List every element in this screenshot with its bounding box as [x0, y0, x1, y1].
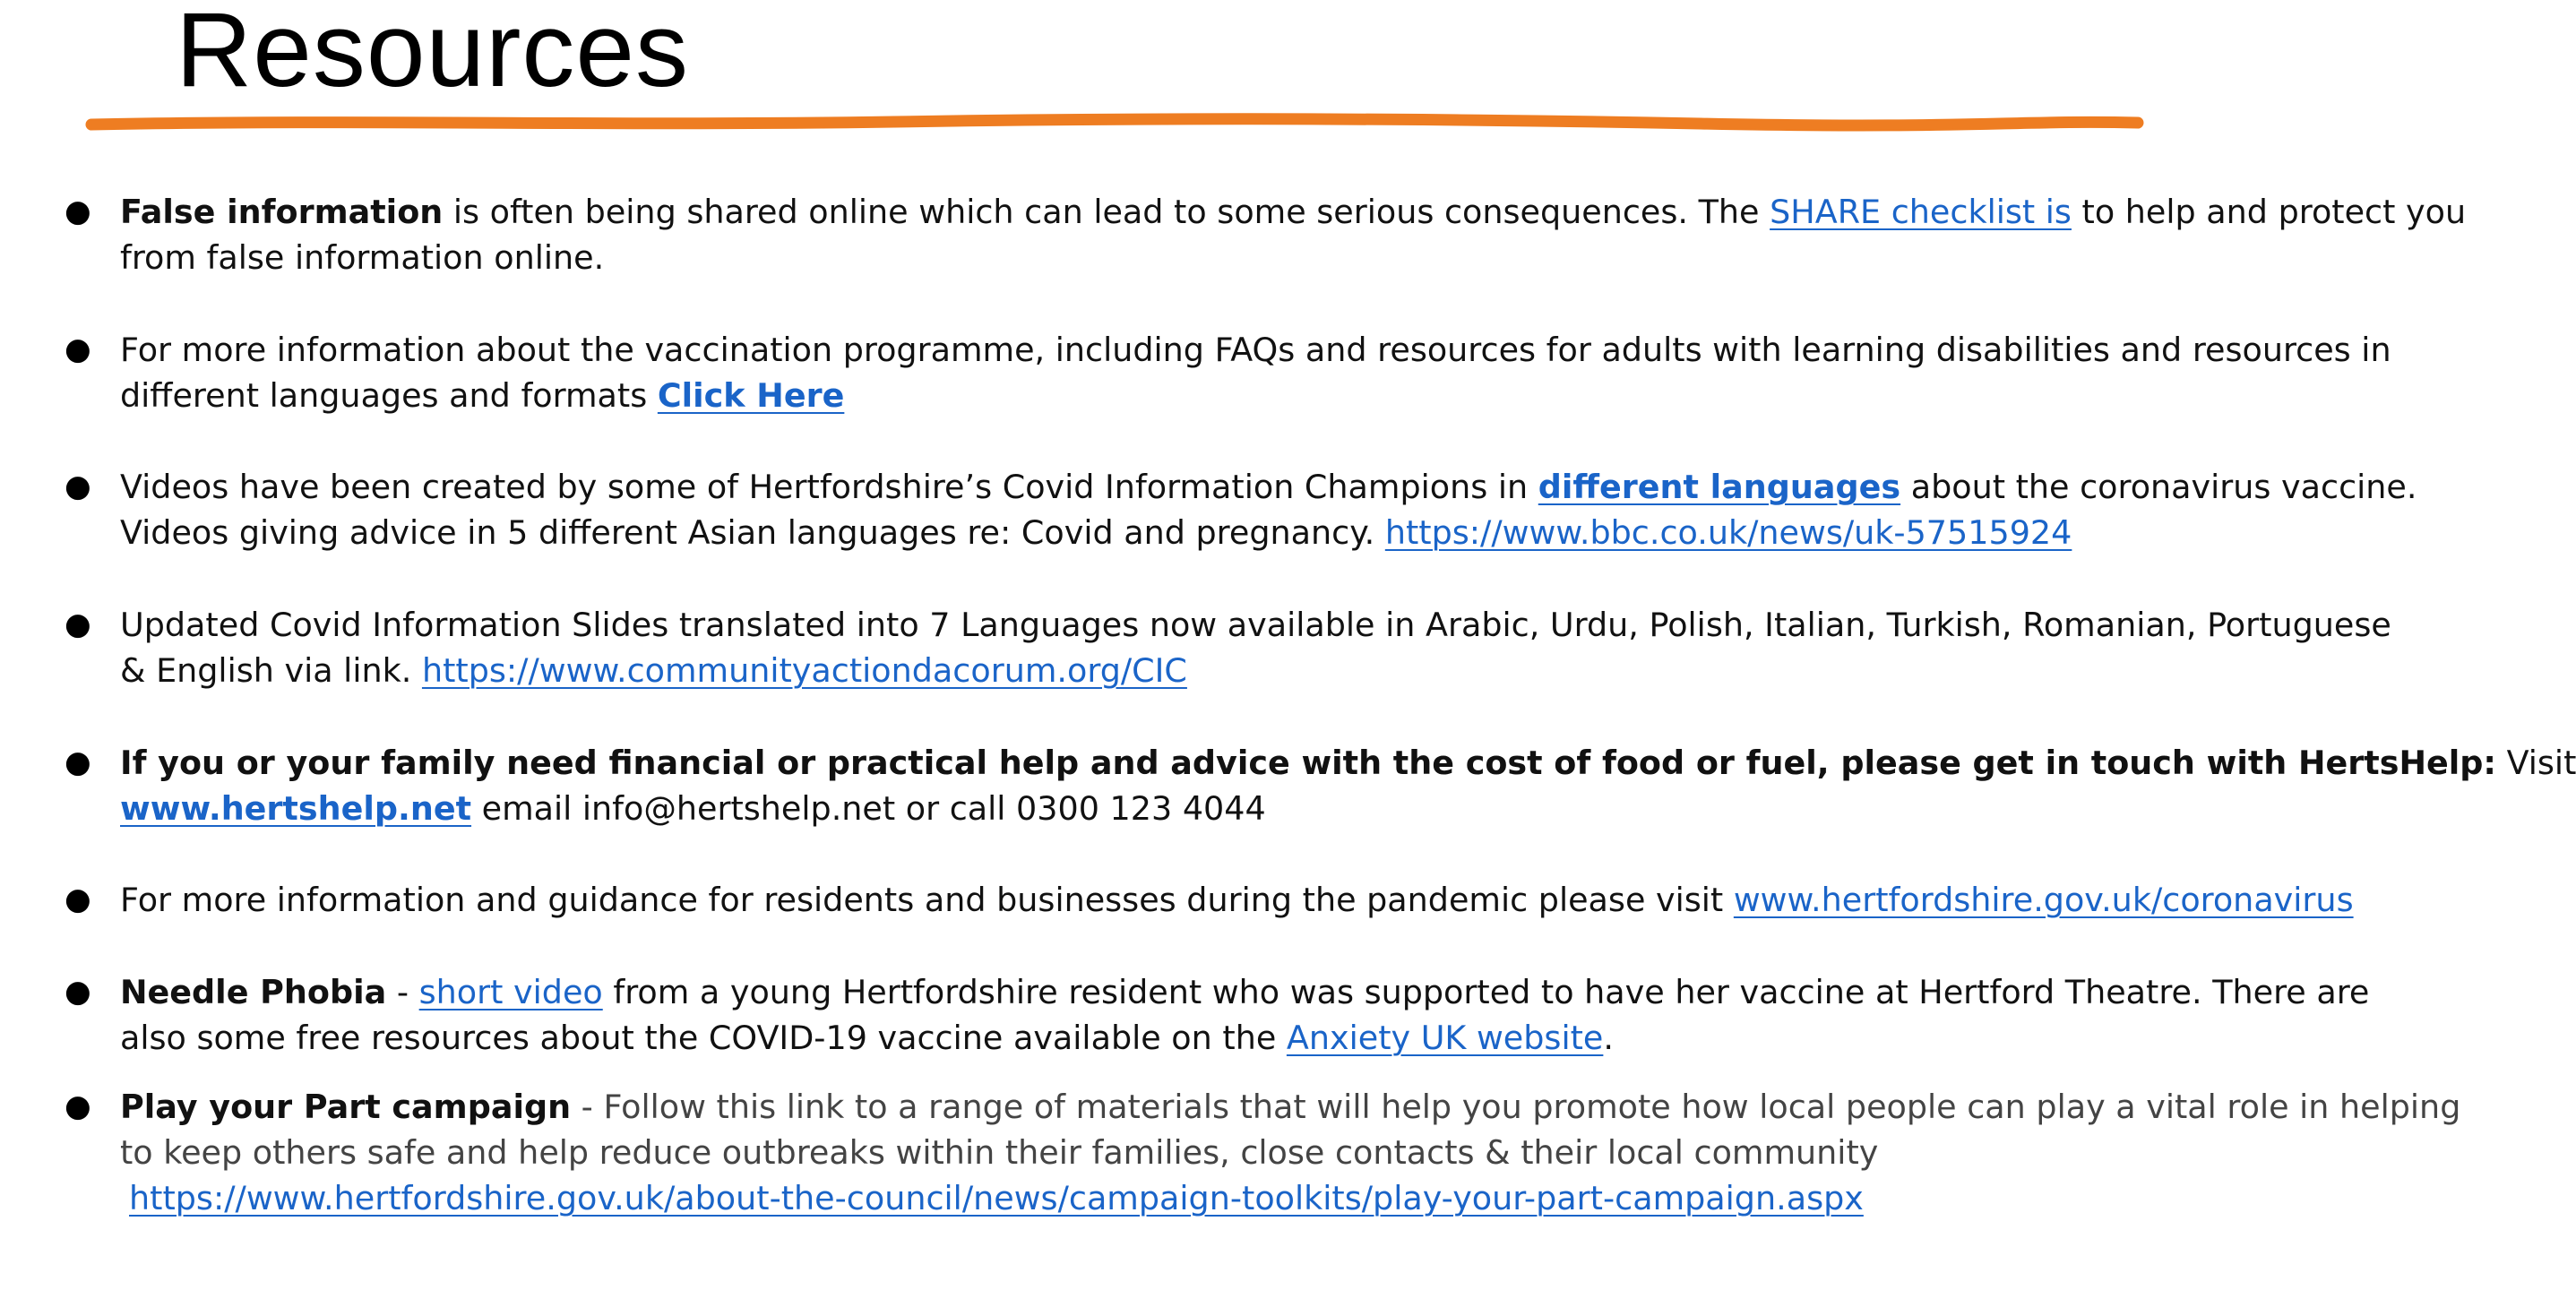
bullet-icon: ●: [65, 1088, 91, 1124]
item-text: to help and protect you: [2071, 193, 2467, 231]
click-here-link[interactable]: Click Here: [657, 376, 845, 415]
item-text: - Follow this link to a range of materials that will help you promote how local people can play a vital role in helping: [571, 1088, 2461, 1126]
item-line: [120, 786, 2288, 831]
item-text: Videos giving advice in 5 different Asian languages re: Covid and pregnancy.: [120, 513, 1385, 552]
list-item-videos: [65, 464, 2417, 555]
bullet-icon: ●: [65, 882, 91, 917]
bbc-news-link[interactable]: https://www.bbc.co.uk/news/uk-57515924: [1384, 513, 2072, 552]
item-line: [120, 464, 2417, 510]
item-line: [120, 648, 2288, 693]
item-text: Updated Covid Information Slides translated into 7 Languages now available in Arabic, Urdu, Polish, Italian, Turkish, Romanian, Portuguese: [120, 606, 2391, 644]
bullet-icon: ●: [65, 469, 91, 504]
short-video-link[interactable]: short video: [418, 973, 603, 1011]
hertshelp-link[interactable]: www.hertshelp.net: [120, 789, 472, 828]
item-line: [120, 373, 2288, 418]
item-text: to keep others safe and help reduce outbreaks within their families, close contacts & their local community: [120, 1133, 1879, 1172]
item-text: email info@hertshelp.net or call 0300 123 4044: [471, 789, 1266, 828]
list-item-vaccination-programme: [65, 327, 2391, 418]
item-heading: Needle Phobia: [120, 973, 387, 1011]
different-languages-link[interactable]: different languages: [1538, 468, 1901, 506]
play-your-part-link[interactable]: https://www.hertfordshire.gov.uk/about-the-council/news/campaign-toolkits/play-your-part-campaign.aspx: [129, 1179, 1864, 1217]
item-heading: If you or your family need financial or practical help and advice with the cost of food or fuel, please get in touch with HertsHelp:: [120, 744, 2496, 782]
item-text: different languages and formats: [120, 376, 658, 415]
bullet-icon: ●: [65, 606, 91, 642]
item-text: from false information online.: [120, 238, 605, 277]
item-text: also some free resources about the COVID-19 vaccine available on the: [120, 1019, 1287, 1057]
item-text: For more information about the vaccination programme, including FAQs and resources for adults with learning disabilities and resources in: [120, 331, 2391, 369]
anxiety-uk-link[interactable]: Anxiety UK website: [1286, 1019, 1604, 1057]
item-text: -: [386, 973, 419, 1011]
bullet-icon: ●: [65, 974, 91, 1010]
bullet-icon: ●: [65, 744, 91, 780]
item-line: [120, 1015, 2288, 1061]
item-text: Visit: [2496, 744, 2576, 782]
list-item-translated-slides: [65, 602, 2391, 693]
item-line: [120, 969, 2370, 1015]
item-text: about the coronavirus vaccine.: [1900, 468, 2417, 506]
item-text: is often being shared online which can lead to some serious consequences. The: [443, 193, 1770, 231]
page-title: Resources: [176, 0, 690, 109]
item-text: Videos have been created by some of Hertfordshire’s Covid Information Champions in: [120, 468, 1538, 506]
item-text: from a young Hertfordshire resident who was supported to have her vaccine at Hertford Theatre. There are: [602, 973, 2370, 1011]
item-line: [120, 877, 2354, 923]
list-item-hertshelp: [65, 740, 2576, 831]
hertfordshire-coronavirus-link[interactable]: www.hertfordshire.gov.uk/coronavirus: [1733, 881, 2354, 919]
item-line: [120, 1084, 2461, 1130]
list-item-play-your-part: [65, 1084, 2461, 1221]
item-line: [120, 1175, 2288, 1221]
list-item-guidance: [65, 877, 2354, 923]
item-text: .: [1603, 1019, 1614, 1057]
item-line: [120, 510, 2288, 555]
share-checklist-link[interactable]: SHARE checklist is: [1770, 193, 2072, 231]
community-action-link[interactable]: https://www.communityactiondacorum.org/CIC: [421, 651, 1187, 690]
item-line: [120, 740, 2576, 786]
bullet-icon: ●: [65, 194, 91, 229]
item-text: For more information and guidance for residents and businesses during the pandemic please visit: [120, 881, 1734, 919]
item-text: & English via link.: [120, 651, 422, 690]
list-item-false-information: [65, 189, 2467, 280]
item-line: [120, 189, 2467, 235]
list-item-needle-phobia: [65, 969, 2370, 1061]
item-heading: Play your Part campaign: [120, 1088, 572, 1126]
bullet-icon: ●: [65, 331, 91, 367]
item-heading: False information: [120, 193, 444, 231]
